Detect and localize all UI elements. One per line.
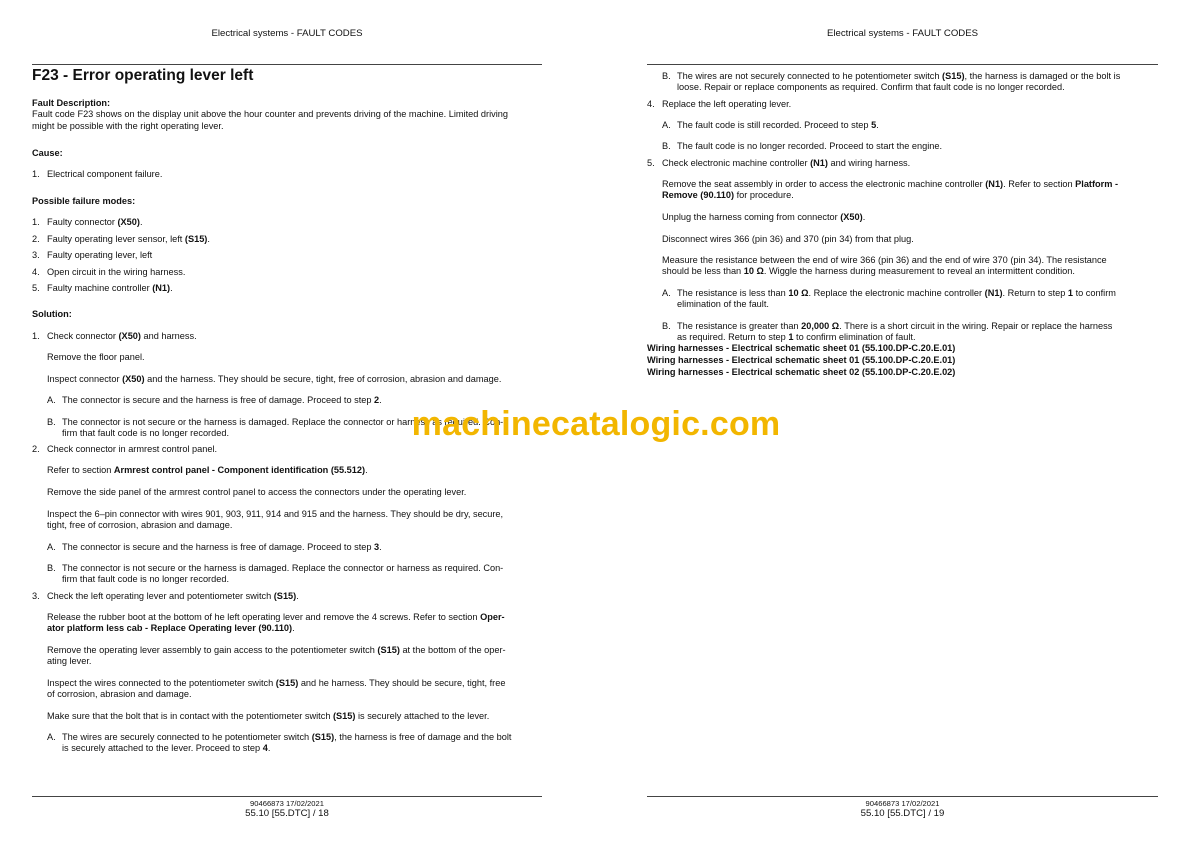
footer-doc-id: 90466873 17/02/2021 xyxy=(250,799,324,808)
list-text: Faulty connector (X50). xyxy=(47,217,143,227)
watermark-text: machinecatalogic.com xyxy=(411,405,781,443)
fault-description-heading: Fault Description: xyxy=(32,98,111,108)
step-text: Replace the left operating lever. xyxy=(662,99,792,109)
cause-heading: Cause: xyxy=(32,148,63,158)
step-number: 1. xyxy=(32,331,40,341)
page-footer xyxy=(32,799,542,820)
list-number: 5. xyxy=(32,283,40,293)
list-number: 4. xyxy=(32,267,40,277)
footer-doc-id: 90466873 17/02/2021 xyxy=(865,799,940,808)
footer-rule xyxy=(32,796,542,797)
step-text: Check electronic machine controller (N1) and wiring harness. xyxy=(662,158,911,168)
failure-modes-heading: Possible failure modes: xyxy=(32,196,136,206)
step-number: 5. xyxy=(647,158,655,168)
step-number: 4. xyxy=(647,99,655,109)
step-number: 2. xyxy=(32,444,40,454)
step-text: Check connector (X50) and harness. xyxy=(47,331,197,341)
page-header: Electrical systems - FAULT CODES xyxy=(826,28,979,39)
footer-page-number: 55.10 [55.DTC] / 19 xyxy=(860,808,945,819)
reference-link[interactable]: Wiring harnesses - Electrical schematic sheet 01 (55.100.DP-C.20.E.01) xyxy=(647,343,956,353)
page-title: F23 - Error operating lever left xyxy=(32,67,254,84)
footer-page-number: 55.10 [55.DTC] / 18 xyxy=(245,808,329,819)
header-rule xyxy=(32,64,542,65)
list-number: 3. xyxy=(32,250,40,260)
list-number: 1. xyxy=(32,217,40,227)
list-text: Electrical component failure. xyxy=(47,169,163,179)
page-left: Electrical systems - FAULT CODES F23 - Error operating lever left Fault Description: Fault code F23 shows on the display unit above the hour counter and prevents driving of the machine. Limited driving might be possible with the right operating lever. Cause: 1. Electrical component failure. Possible failure modes: 1. Faulty connector (X50). 2. Faulty operating lever sensor, left (S15). 3. Faulty operating lever, left 4. Open circuit in the wiring harness. 5. Faulty machine controller (N1). Solution: 1. Check connector (X50) and harness. Remove the floor panel. Inspect connector (X50) and the harness. They should be secure, tight, free of corrosion, abrasion and damage. A. The connector is secure and the harness is free of damage. Proceed to step 2. B. The connector is not secure or the harness is damaged. Replace the connector or harness as required. Con- firm that fault code is no longer recorded. 2. Check connector in armrest control panel. Refer to section Armrest control panel - Component identification (55.512). Remove the side panel of the armrest control panel to access the connectors under the operating lever. Inspect the 6–pin connector with wires 901, 903, 911, 914 and 915 and the harness. They should be dry, secure, tight, free of corrosion, abrasion and damage. A. The connector is secure and the harness is free of damage. Proceed to step 3. B. The connector is not secure or the harness is damaged. Replace the connector or harness as required. Con- firm that fault code is no longer recorded. 3. Check the left operating lever and potentiometer switch (S15). Release the rubber boot at the bottom of he left operating lever and remove the 4 screws. Refer to section Oper- ator platform less cab - Replace Operating lever (90.110). Remove the operating lever assembly to gain access to the potentiometer switch (S15) at the bottom of the oper- ating lever. Inspect the wires connected to the potentiometer switch (S15) and he harness. They should be secure, tight, free of corrosion, abrasion and damage. Make sure that the bolt that is in contact with the potentiometer switch (S15) is securely attached to the lever. A. The wires are securely connected to he potentiometer switch (S15), the harness is free of damage and the bolt is securely attached to the lever. Proceed to step 4. 90466873 17/02/2021 55.10 [55.DTC] / 18 xyxy=(32,0,542,842)
page-right: Electrical systems - FAULT CODES B. The wires are not securely connected to he potentiometer switch (S15), the harness is damaged or the bolt is loose. Repair or replace components as required. Confirm that fault code is no longer recorded. 4. Replace the left operating lever. A. The fault code is still recorded. Proceed to step 5. B. The fault code is no longer recorded. Proceed to start the engine. 5. Check electronic machine controller (N1) and wiring harness. Remove the seat assembly in order to access the electronic machine controller (N1). Refer to section Platform - Remove (90.110) for procedure. Unplug the harness coming from connector (X50). Disconnect wires 366 (pin 36) and 370 (pin 34) from that plug. Measure the resistance between the end of wire 366 (pin 36) and the end of wire 370 (pin 34). The resistance should be less than 10 Ω. Wiggle the harness during measurement to reveal an intermittent condition. A. The resistance is less than 10 Ω. Replace the electronic machine controller (N1). Return to step 1 to confirm elimination of the fault. B. The resistance is greater than 20,000 Ω. There is a short circuit in the wiring. Repair or replace the harness as required. Return to step 1 to confirm elimination of fault. Wiring harnesses - Electrical schematic sheet 01 (55.100.DP-C.20.E.01) Wiring harnesses - Electrical schematic sheet 01 (55.100.DP-C.20.E.01) Wiring harnesses - Electrical schematic sheet 02 (55.100.DP-C.20.E.02) 90466873 17/02/2021 55.10 [55.DTC] / 19 xyxy=(647,0,1158,842)
list-text: Faulty operating lever sensor, left (S15). xyxy=(47,234,210,244)
list-text: Faulty machine controller (N1). xyxy=(47,283,173,293)
fault-description-line-1: Fault code F23 shows on the display unit above the hour counter and prevents driving of the machine. Limited driving xyxy=(32,109,508,119)
reference-link[interactable]: Wiring harnesses - Electrical schematic sheet 02 (55.100.DP-C.20.E.02) xyxy=(647,367,956,377)
list-text: Faulty operating lever, left xyxy=(47,250,153,260)
page-footer xyxy=(647,799,1158,820)
step-text: Check connector in armrest control panel. xyxy=(47,444,218,454)
list-number: 2. xyxy=(32,234,40,244)
footer-rule xyxy=(647,796,1158,797)
header-rule xyxy=(647,64,1158,65)
step-text: Check the left operating lever and potentiometer switch (S15). xyxy=(47,591,299,601)
step-number: 3. xyxy=(32,591,40,601)
list-number: 1. xyxy=(32,169,40,179)
reference-link[interactable]: Wiring harnesses - Electrical schematic sheet 01 (55.100.DP-C.20.E.01) xyxy=(647,355,956,365)
solution-heading: Solution: xyxy=(32,309,72,319)
page-header: Electrical systems - FAULT CODES xyxy=(211,28,363,39)
fault-description-line-2: might be possible with the right operating lever. xyxy=(32,121,224,131)
list-text: Open circuit in the wiring harness. xyxy=(47,267,186,277)
